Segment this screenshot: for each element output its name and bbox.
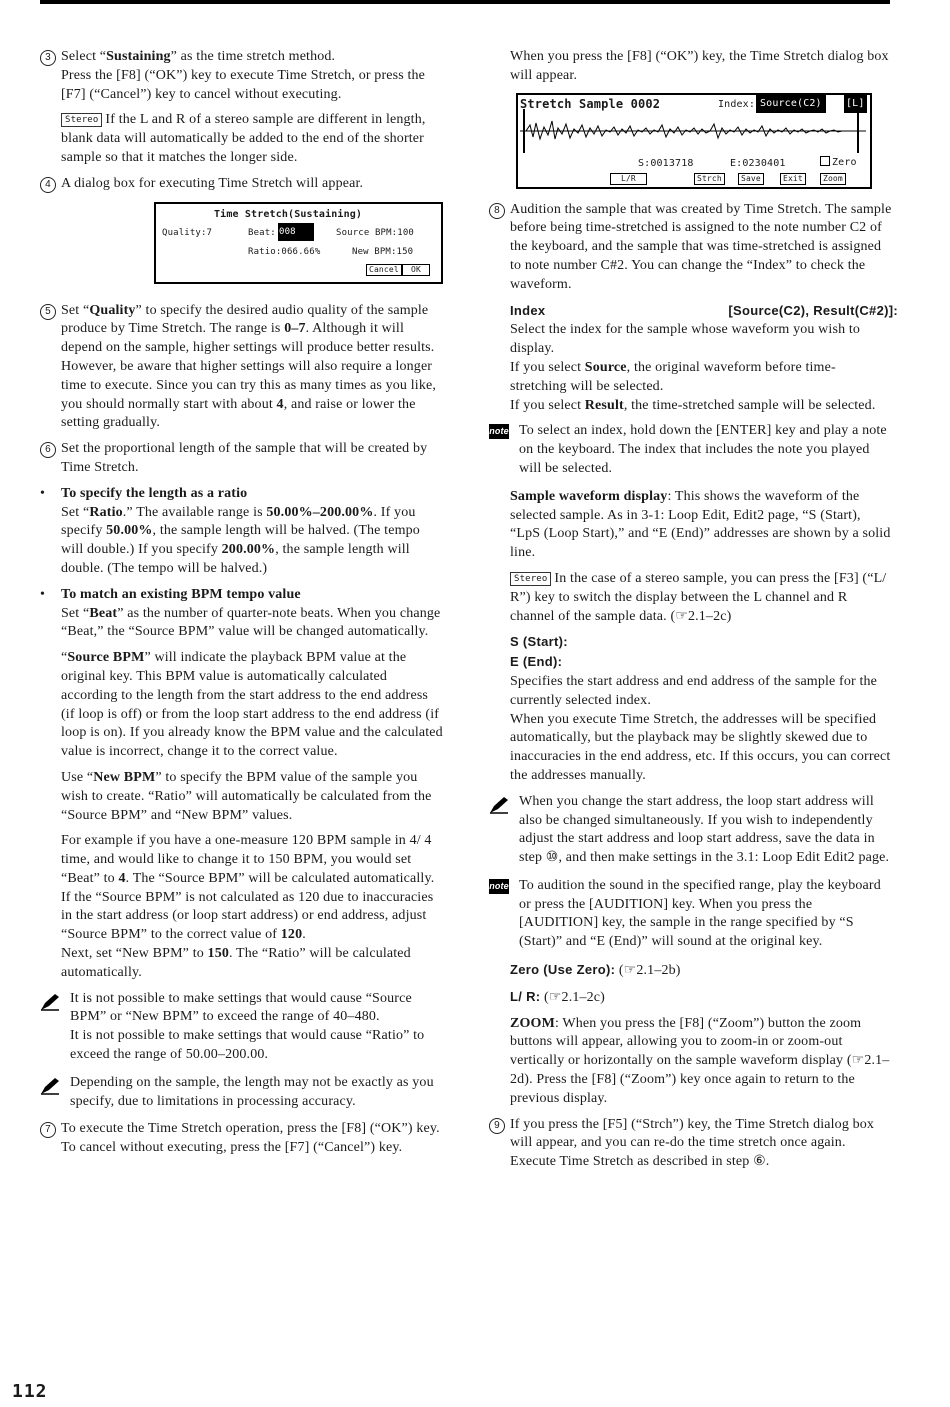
new-bpm-paragraph: Use “New BPM” to specify the BPM value of the sample you wish to create. “Ratio” will automatically be calculated from the “Source BPM” and “New BPM” values. [61,769,432,823]
step-5: 5 Set “Quality” to specify the desired audio quality of the sample produce by Time Stretch. The range is 0–7. Although it will depend on the sample, higher settings will produce better results. However, be aware that higher settings will also require a longer time to execute. Since you can try this as many times as you like, you should normally start with about 4, and raise or lower the setting gradually. [40,302,443,434]
note-icon: note [489,424,509,439]
save-button[interactable]: Save [738,173,764,185]
bullet-bpm: • To match an existing BPM tempo value Set “Beat” as the number of quarter-note beats. When you change “Beat,” the “Source BPM” value will be changed automatically. [40,586,441,640]
step-number: 7 [40,1122,56,1138]
beat-value[interactable]: 008 [278,223,314,242]
index-label: Index: [718,98,756,110]
step-number: 3 [40,50,56,66]
waveform-display[interactable] [520,109,866,153]
beat-label: Beat: [248,227,276,238]
dialog-title: Time Stretch(Sustaining) [214,208,363,220]
stereo-note-2: Stereo In the case of a stereo sample, you can press the [F3] (“L/ R”) key to switch the display between the L channel and R channel of the sample data. (☞2.1–2c) [510,570,887,624]
index-value[interactable]: Source(C2) [756,95,826,114]
ratio-field[interactable]: Ratio:066.66% [248,246,321,257]
step-number: 9 [489,1118,505,1134]
step-8: 8 Audition the sample that was created by Time Stretch. The sample before being time-stretched is assigned to the note number C2 of the keyboard, and the sample that was time-stretched is assigned to note number C#2. You can change the “Index” to check the waveform. [489,201,892,295]
pencil-caution-icon [40,1077,60,1095]
bullet-dot: • [40,485,46,501]
index-label: Index [510,302,546,318]
stereo-note: Stereo If the L and R of a stereo sample are different in length, blank data will automatically be added to the end of the shorter sample so that it matches the longer side. [61,112,426,165]
start-end-heading: S (Start): E (End): [510,634,568,670]
step-number: 8 [489,203,505,219]
lr-entry: L/ R: (☞2.1–2c) [510,988,605,1005]
start-address[interactable]: S:0013718 [638,157,694,169]
top-rule [40,0,890,4]
step-6: 6 Set the proportional length of the sample that will be created by Time Stretch. [40,440,443,478]
page-number: 112 [12,1381,48,1402]
left-column [40,48,443,1165]
example-paragraph: For example if you have a one-measure 120 BPM sample in 4/ 4 time, and would like to change it to 150 BPM, you would set “Beat” to 4. The “Source BPM” will be calculated automatically. If the “Source BPM” is not calculated as 120 due to inaccuracies in the start address (or loop start address) or end address, adjust “Source BPM” to the correct value of 120. Next, set “New BPM” to 150. The “Ratio” will be calculated automatically. [61,833,435,980]
waveform-paragraph: Sample waveform display: This shows the waveform of the selected sample. As in 3-1: Loop Edit, Edit2 page, “S (Start), “LpS (Loop Start),” and “E (End)” addresses are shown by a solid line. [510,488,891,561]
step-4: 4 A dialog box for executing Time Stretch will appear. [40,175,443,194]
ok-button[interactable]: OK [402,264,430,276]
pencil-caution-icon [40,993,60,1011]
source-bpm-field[interactable]: Source BPM:100 [336,227,414,238]
caution-note-1: It is not possible to make settings that would cause “Source BPM” or “New BPM” to exceed the range of 40–480. It is not possible to make settings that would cause “Ratio” to exceed the range of 50.00–200.00. [40,990,443,1065]
step-9: 9 If you press the [F5] (“Strch”) key, the Time Stretch dialog box will appear, and you can re-do the time stretch once again. Execute Time Stretch as described in step ⑥. [489,1116,892,1172]
index-heading [489,302,898,322]
zoom-button[interactable]: Zoom [820,173,846,185]
exit-button[interactable]: Exit [780,173,806,185]
screen-title: Stretch Sample 0002 [520,96,661,111]
strch-button[interactable]: Strch [694,173,725,185]
lr-button[interactable]: L/R [610,173,647,185]
stereo-badge: Stereo [61,113,102,127]
zero-entry: Zero (Use Zero): (☞2.1–2b) [510,962,681,979]
cancel-button[interactable]: Cancel [366,264,402,276]
step-3: 3 Select “Sustaining” as the time stretch method. Press the [F8] (“OK”) key to execute Time Stretch, or press the [F7] (“Cancel”) key to cancel without executing. [40,48,443,104]
note-2: note To audition the sound in the specified range, play the keyboard or press the [AUDITION] key. When you press the [AUDITION] key, the sample in the range specified by “S (Start)” and “E (End)” will sound at the original key. [489,877,881,950]
stretch-sample-screen [516,93,872,189]
step-number: 4 [40,177,56,193]
stereo-badge: Stereo [510,572,551,586]
end-address[interactable]: E:0230401 [730,157,786,169]
step-number: 5 [40,304,56,320]
new-bpm-field[interactable]: New BPM:150 [352,246,414,257]
index-range: [Source(C2), Result(C#2)]: [728,302,898,318]
caution-note-3: When you change the start address, the loop start address will also be changed simultaneously. If you wish to independently adjust the start address and loop start address, save the data in step ⑩, and then make settings in the 3.1: Loop Edit Edit2 page. [489,793,892,868]
time-stretch-dialog [154,202,443,284]
right-column [489,48,898,1179]
index-description: Select the index for the sample whose waveform you wish to display. If you select Source, the original waveform before time-stretching will be selected. If you select Result, the time-stretched sample will be selected. [510,322,876,413]
quality-field: Quality:7 [162,227,213,238]
intro-paragraph: When you press the [F8] (“OK”) key, the Time Stretch dialog box will appear. [510,49,889,83]
note-icon: note [489,879,509,894]
caution-note-2: Depending on the sample, the length may not be exactly as you specify, due to limitations in processing accuracy. [40,1074,443,1112]
source-bpm-paragraph: “Source BPM” will indicate the playback BPM value at the original key. This BPM value is automatically calculated according to the length from the start address to the end address (if loop is off) or from the loop start address to the end address (if loop is on). If you already know the BPM value and the calculated value is incorrect, change it to the correct value. [61,650,443,760]
channel-indicator: [L] [844,95,867,114]
pencil-caution-icon [489,796,509,814]
bullet-ratio: • To specify the length as a ratio Set “Ratio.” The available range is 50.00%–200.00%. If you specify 50.00%, the sample length will be halved. (The tempo will double.) If you specify 200.00%, the sample length will double. (The tempo will be halved.) [40,485,420,576]
zero-checkbox[interactable]: Zero [820,154,857,173]
zoom-paragraph: ZOOM: When you press the [F8] (“Zoom”) button the zoom buttons will appear, allowing you to zoom-in or zoom-out vertically or horizontally on the sample waveform display (☞2.1–2d). Press the [F8] (“Zoom”) key once again to return to the previous display. [510,1015,890,1106]
bullet-dot: • [40,586,46,602]
note-1: note To select an index, hold down the [ENTER] key and play a note on the keyboard. The index that includes the note you played will be selected. [489,423,887,476]
start-end-description: Specifies the start address and end address of the sample for the currently selected index. When you execute Time Stretch, the addresses will be specified automatically, but the playback may be slightly skewed due to inaccuracies in the end address, etc. If this occurs, you can correct the addresses manually. [510,673,891,783]
step-number: 6 [40,442,56,458]
step-7: 7 To execute the Time Stretch operation, press the [F8] (“OK”) key. To cancel without executing, press the [F7] (“Cancel”) key. [40,1120,443,1158]
